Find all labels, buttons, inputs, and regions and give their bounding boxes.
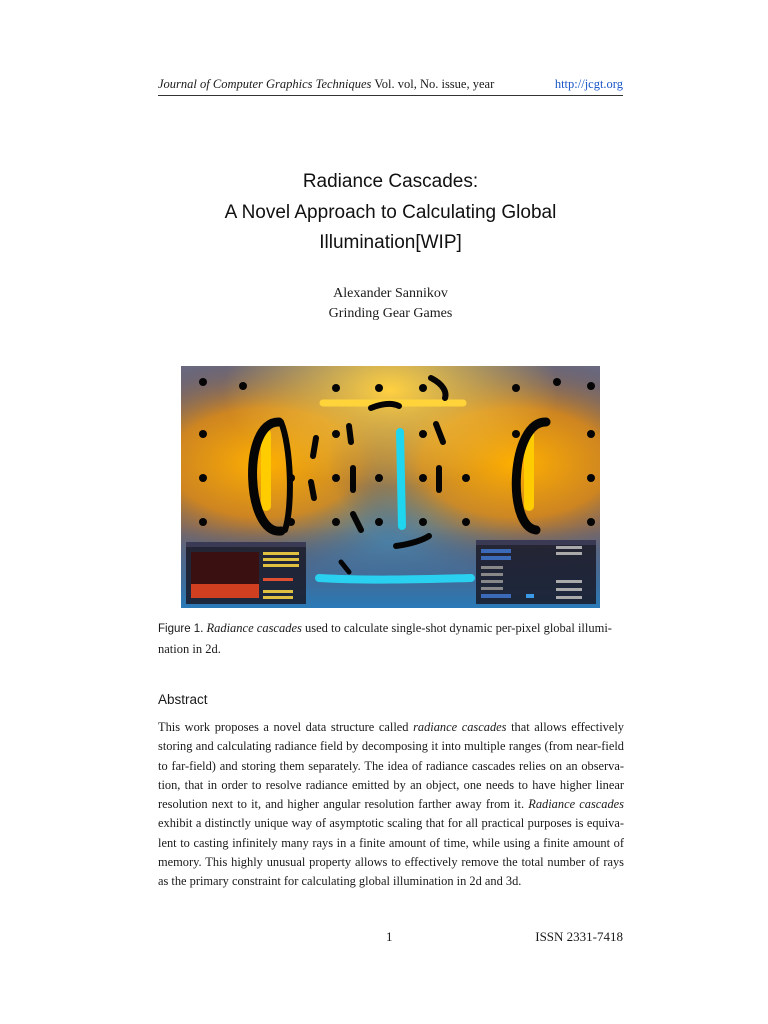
debug-panel-left	[186, 542, 306, 604]
figure-1-image	[181, 366, 600, 608]
author-name: Alexander Sannikov	[333, 286, 448, 301]
abstract-line: as the primary constraint for calculating global illumination in 2d and 3d.	[158, 874, 522, 889]
journal-volume: Vol. vol, No. issue, year	[374, 77, 495, 91]
journal-name: Journal of Computer Graphics Techniques	[158, 77, 372, 91]
caption-sep: .	[200, 621, 207, 635]
issn: ISSN 2331-7418	[535, 929, 623, 944]
caption-text-1: used to calculate single-shot dynamic per-pixel global illumi-	[301, 621, 612, 635]
title-line-1: Radiance Cascades:	[302, 171, 479, 192]
caption-emphasis: Radiance cascades	[206, 621, 302, 635]
abstract-line: resolution next to it, and higher angular resolution farther away from it. Radiance cascades	[158, 797, 624, 812]
journal-url-link[interactable]: http://jcgt.org	[554, 77, 623, 91]
abstract-line: tion, that in order to resolve radiance emitted by an object, one needs to have higher linear	[158, 777, 624, 792]
title-line-3: Illumination[WIP]	[319, 232, 462, 253]
abstract-heading: Abstract	[158, 692, 208, 707]
abstract-line: storing and calculating radiance field by decomposing it into multiple ranges (from near-field	[158, 739, 624, 754]
debug-panel-right	[476, 540, 596, 604]
author-affiliation: Grinding Gear Games	[328, 305, 453, 321]
abstract-line: to far-field) and storing them separately. The idea of radiance cascades relies on an observa-	[158, 758, 624, 773]
author-block	[0, 284, 768, 323]
caption-text-2: nation in 2d.	[158, 641, 221, 656]
title-line-2: A Novel Approach to Calculating Global	[224, 201, 557, 223]
running-head	[158, 77, 623, 96]
journal-citation	[158, 77, 494, 92]
abstract-line: This work proposes a novel data structure called radiance cascades that allows effectively	[158, 720, 624, 734]
figure-caption	[158, 619, 624, 659]
abstract-line: lent to casting infinitely many rays in a finite amount of time, while using a finite amount of	[158, 835, 624, 850]
radiance-render	[181, 366, 600, 608]
paper-title	[0, 167, 768, 259]
page-number: 1	[386, 929, 393, 944]
abstract-body	[158, 718, 624, 892]
figure-label: Figure 1	[158, 623, 201, 635]
abstract-line: memory. This highly unusual property allows to effectively remove the total number of rays	[158, 855, 624, 870]
abstract-line: exhibit a distinctly unique way of asymptotic scaling that for all practical purposes is equiva-	[158, 816, 624, 831]
